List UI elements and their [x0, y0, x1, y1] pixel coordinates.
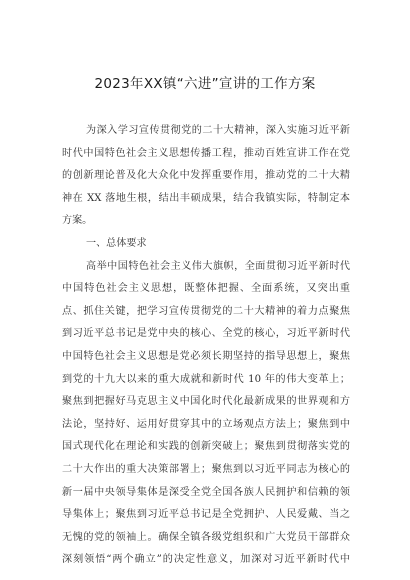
paragraph-line: 深刻领悟“两个确立”的决定性意义，加深对习近平新时代中 [62, 554, 350, 566]
paragraph-requirements [62, 256, 350, 572]
paragraph-line: 高举中国特色社会主义伟大旗帜，全面贯彻习近平新时代 [86, 260, 350, 272]
document-body [62, 120, 350, 572]
paragraph-intro [62, 120, 350, 233]
paragraph-line: 二十大作出的重大决策部署上；聚焦到以习近平同志为核心的 [62, 463, 350, 475]
paragraph-line: 神在 XX 落地生根，结出丰硕成果，结合我镇实际，特制定本 [62, 192, 350, 204]
document-title: 2023年XX镇“六进”宣讲的工作方案 [94, 76, 316, 92]
paragraph-line: 聚焦到把握好马克思主义中国化时代化最新成果的世界观和方 [62, 396, 350, 408]
paragraph-line: 时代中国特色社会主义思想传播工程，推动百姓宣讲工作在党 [62, 147, 350, 159]
paragraph-line: 法论，坚持好、运用好贯穿其中的立场观点方法上；聚焦到中 [62, 418, 350, 430]
paragraph-line: 为深入学习宣传贯彻党的二十大精神，深入实施习近平新 [86, 125, 350, 136]
paragraph-line: 点、抓住关键，把学习宣传贯彻党的二十大精神的着力点聚焦 [62, 305, 350, 317]
paragraph-line: 中国特色社会主义思想，既整体把握、全面系统，又突出重 [62, 283, 350, 295]
paragraph-line: 到党的十九大以来的重大成就和新时代 10 年的伟大变革上； [62, 373, 350, 385]
paragraph-line: 中国特色社会主义思想是党必须长期坚持的指导思想上，聚焦 [62, 350, 350, 362]
paragraph-line: 无愧的党的领袖上。确保全镇各级党组织和广大党员干部群众 [62, 531, 350, 543]
paragraph-line: 导集体上；聚焦到习近平总书记是全党拥护、人民爱戴、当之 [62, 509, 350, 521]
paragraph-line: 新一届中央领导集体是深受全党全国各族人民拥护和信赖的领 [62, 486, 350, 498]
paragraph-line: 国式现代化在理论和实践的创新突破上；聚焦到贯彻落实党的 [62, 441, 350, 453]
section-heading: 一、总体要求 [86, 237, 147, 249]
paragraph-line: 方案。 [62, 215, 93, 227]
paragraph-line: 的创新理论普及化大众化中发挥重要作用，推动党的二十大精 [62, 170, 350, 182]
paragraph-line: 到习近平总书记是党中央的核心、全党的核心，习近平新时代 [62, 328, 350, 340]
